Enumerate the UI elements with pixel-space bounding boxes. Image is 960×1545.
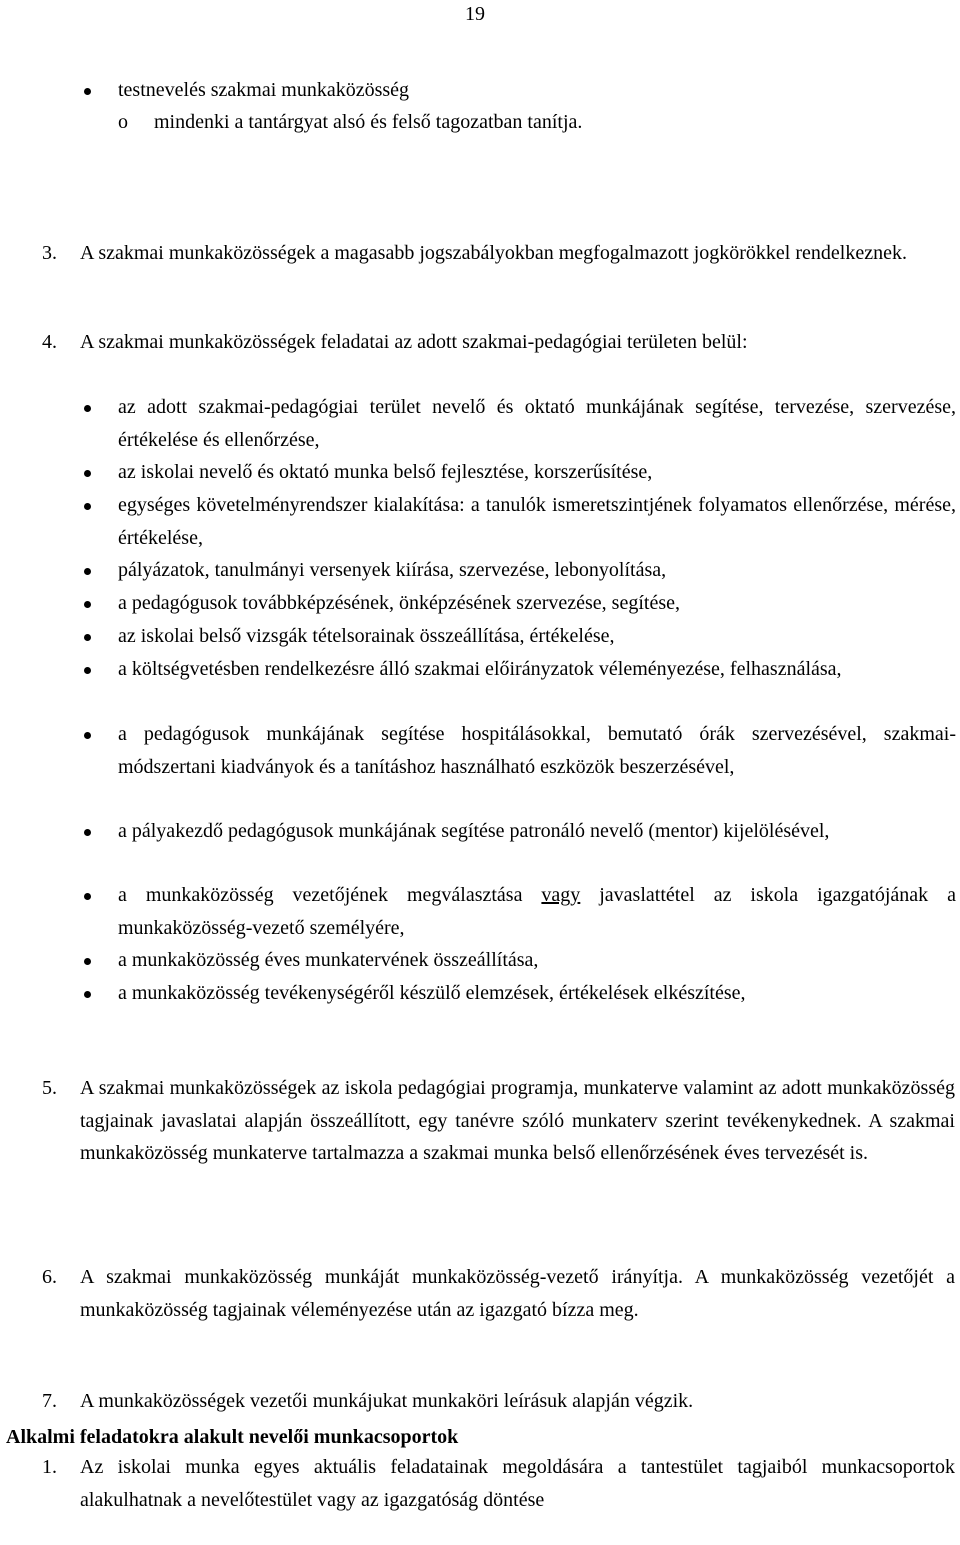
bullet-dot-icon <box>84 405 91 412</box>
page-number: 19 <box>465 3 485 25</box>
bullet-dot-icon <box>84 470 91 477</box>
bullet-dot-icon <box>84 568 91 575</box>
item-number: 5. <box>42 1077 57 1099</box>
bullet-dot-icon <box>84 991 91 998</box>
list-item: testnevelés szakmai munkaközösség <box>118 79 410 101</box>
bullet-dot-icon <box>84 667 91 674</box>
circle-marker: o <box>118 111 128 133</box>
item-number: 7. <box>42 1390 57 1412</box>
list-item: az iskolai belső vizsgák tételsorainak összeállítása, értékelése, <box>118 625 615 647</box>
list-item-text: a munkaközösség vezetőjének megválasztása <box>118 884 542 906</box>
item-number: 6. <box>42 1266 57 1288</box>
paragraph-4: A szakmai munkaközösségek feladatai az adott szakmai-pedagógiai területen belül: <box>80 331 748 353</box>
bullet-dot-icon <box>84 601 91 608</box>
item-number: 1. <box>42 1456 57 1478</box>
bullet-dot-icon <box>84 829 91 836</box>
list-item: a pályakezdő pedagógusok munkájának segítése patronáló nevelő (mentor) kijelölésével, <box>118 820 830 842</box>
list-item: az iskolai nevelő és oktató munka belső fejlesztése, korszerűsítése, <box>118 461 653 483</box>
section-heading: Alkalmi feladatokra alakult nevelői munkacsoportok <box>6 1426 459 1448</box>
list-item: pályázatok, tanulmányi versenyek kiírása, szervezése, lebonyolítása, <box>118 559 667 581</box>
list-item-text: javaslattétel az iskola igazgatójának a munkaközösség-vezető személyére, <box>118 884 956 939</box>
item-number: 3. <box>42 242 57 264</box>
paragraph-7: A munkaközösségek vezetői munkájukat munkaköri leírásuk alapján végzik. <box>80 1390 694 1412</box>
bullet-dot-icon <box>84 634 91 641</box>
bullet-dot-icon <box>84 958 91 965</box>
paragraph-5: A szakmai munkaközösségek az iskola pedagógiai programja, munkaterve valamint az adott munkaközösség tagjainak javaslatai alapján összeállított, egy tanévre szóló munkaterv szerint tevékenykednek. A szakmai munkaközösség munkaterve tartalmazza a szakmai munka belső ellenőrzésének éves tervezését is. <box>80 1077 955 1164</box>
item-number: 4. <box>42 331 57 353</box>
bullet-dot-icon <box>84 503 91 510</box>
underlined-word: vagy <box>541 884 581 906</box>
paragraph-3: A szakmai munkaközösségek a magasabb jogszabályokban megfogalmazott jogkörökkel rendelkeznek. <box>80 242 907 264</box>
list-item: a pedagógusok munkájának segítése hospitálásokkal, bemutató órák szervezésével, szakmai-módszertani kiadványok és a tanításhoz használható eszközök beszerzésével, <box>118 723 956 778</box>
section-paragraph-1: Az iskolai munka egyes aktuális feladatainak megoldására a tantestület tagjaiból munkacsoportok alakulhatnak a nevelőtestület vagy az igazgatóság döntése <box>80 1456 955 1511</box>
list-item: a munkaközösség éves munkatervének összeállítása, <box>118 949 539 971</box>
paragraph-6: A szakmai munkaközösség munkáját munkaközösség-vezető irányítja. A munkaközösség vezetőjét a munkaközösség tagjainak véleményezése után az igazgató bízza meg. <box>80 1266 955 1321</box>
bullet-dot-icon <box>84 732 91 739</box>
bullet-dot-icon <box>84 88 91 95</box>
bullet-dot-icon <box>84 893 91 900</box>
list-item: a költségvetésben rendelkezésre álló szakmai előirányzatok véleményezése, felhasználása, <box>118 658 842 680</box>
sub-list-item: mindenki a tantárgyat alsó és felső tagozatban tanítja. <box>154 111 583 133</box>
list-item: a pedagógusok továbbképzésének, önképzésének szervezése, segítése, <box>118 592 680 614</box>
list-item <box>118 879 956 944</box>
list-item: a munkaközösség tevékenységéről készülő elemzések, értékelések elkészítése, <box>118 982 746 1004</box>
list-item: egységes követelményrendszer kialakítása: a tanulók ismeretszintjének folyamatos ellenőrzése, mérése, értékelése, <box>118 494 956 549</box>
list-item: az adott szakmai-pedagógiai terület nevelő és oktató munkájának segítése, tervezése, szervezése, értékelése és ellenőrzése, <box>118 396 956 451</box>
